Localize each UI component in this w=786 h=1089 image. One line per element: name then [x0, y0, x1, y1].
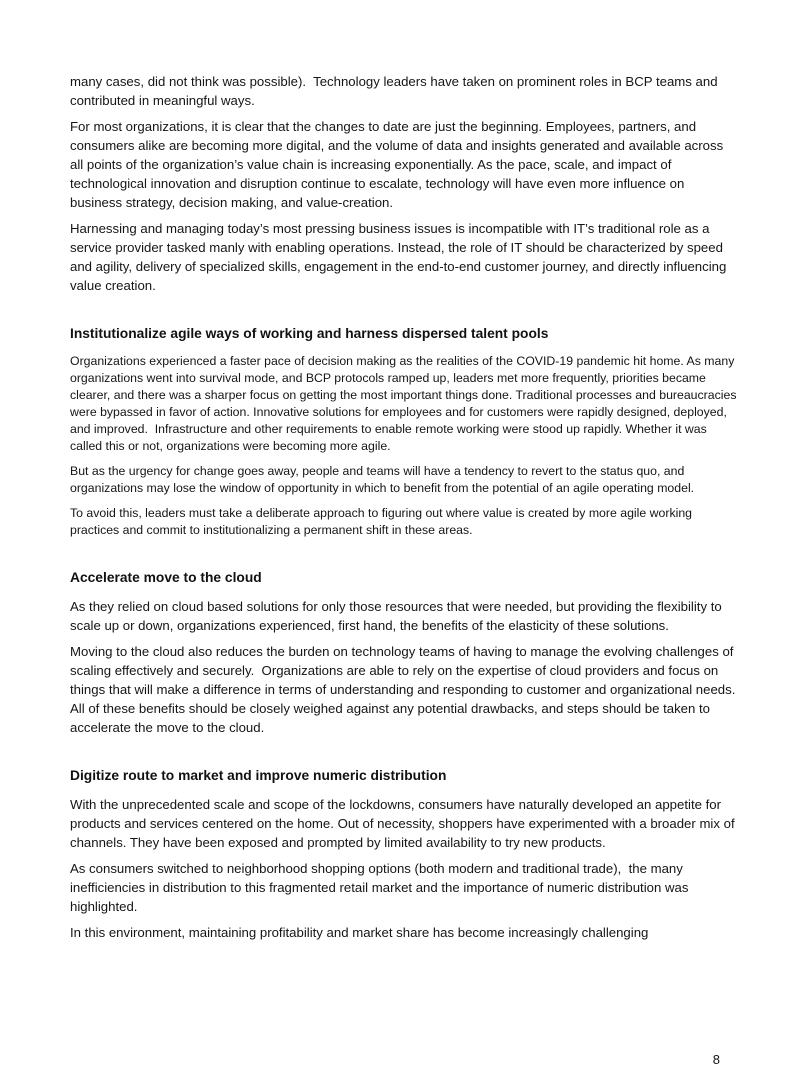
cloud-section-paragraph-2: Moving to the cloud also reduces the burden on technology teams of having to manage the evolving challenges of scaling effectively and securely. Organizations are able to rely on the expertise of cloud providers and focus on things that will make a difference in terms of understanding and responding to customer and organizational needs. All of these benefits should be closely weighed against any potential drawbacks, and steps should be taken to accelerate the move to the cloud.	[70, 644, 739, 735]
section-heading-agile-ways-of-working: Institutionalize agile ways of working and harness dispersed talent pools	[70, 326, 549, 341]
digitize-section-paragraph-2: As consumers switched to neighborhood shopping options (both modern and traditional trade), the many inefficiencies in distribution to this fragmented retail market and the importance of numeric distribution was highlighted.	[70, 861, 693, 914]
intro-paragraph-3: Harnessing and managing today’s most pressing business issues is incompatible with IT’s traditional role as a service provider tasked manly with enabling operations. Instead, the role of IT should be characterized by speed and agility, delivery of specialized skills, engagement in the end-to-end customer journey, and directly influencing value creation.	[70, 221, 730, 293]
intro-paragraph-1: many cases, did not think was possible). Technology leaders have taken on prominent roles in BCP teams and contributed in meaningful ways.	[70, 74, 722, 108]
digitize-section-paragraph-3: In this environment, maintaining profitability and market share has become increasingly challenging	[70, 925, 649, 940]
intro-paragraph-2: For most organizations, it is clear that the changes to date are just the beginning. Employees, partners, and consumers alike are becoming more digital, and the volume of data and insights generated and available across all points of the organization’s value chain is increasing exponentially. As the pace, scale, and impact of technological innovation and disruption continue to escalate, technology will have even more influence on business strategy, decision making, and value-creation.	[70, 119, 727, 210]
page-number: 8	[712, 1052, 720, 1067]
section-heading-move-to-cloud: Accelerate move to the cloud	[70, 570, 262, 585]
cloud-section-paragraph-1: As they relied on cloud based solutions for only those resources that were needed, but providing the flexibility to scale up or down, organizations experienced, first hand, the benefits of the elasticity of these solutions.	[70, 599, 726, 633]
digitize-section-paragraph-1: With the unprecedented scale and scope of the lockdowns, consumers have naturally developed an appetite for products and services centered on the home. Out of necessity, shoppers have experimented with a broader mix of channels. They have been exposed and prompted by limited availability to try new products.	[70, 797, 739, 850]
agile-section-paragraph-1: Organizations experienced a faster pace of decision making as the realities of the COVID-19 pandemic hit home. As many organizations went into survival mode, and BCP protocols ramped up, leaders met more frequently, priorities became clearer, and there was a sharper focus on getting the most important things done. Traditional processes and bureaucracies were bypassed in favor of action. Innovative solutions for employees and for customers were rapidly designed, deployed, and improved. Infrastructure and other requirements to enable remote working were stood up rapidly. Whether it was called this or not, organizations were becoming more agile.	[70, 354, 740, 453]
section-heading-digitize-route-to-market: Digitize route to market and improve numeric distribution	[70, 768, 447, 783]
agile-section-paragraph-2: But as the urgency for change goes away, people and teams will have a tendency to revert to the status quo, and organizations may lose the window of opportunity in which to benefit from the potential of an agile operating model.	[70, 464, 695, 495]
agile-section-paragraph-3: To avoid this, leaders must take a deliberate approach to figuring out where value is created by more agile working practices and commit to institutionalizing a permanent shift in these areas.	[70, 506, 696, 537]
